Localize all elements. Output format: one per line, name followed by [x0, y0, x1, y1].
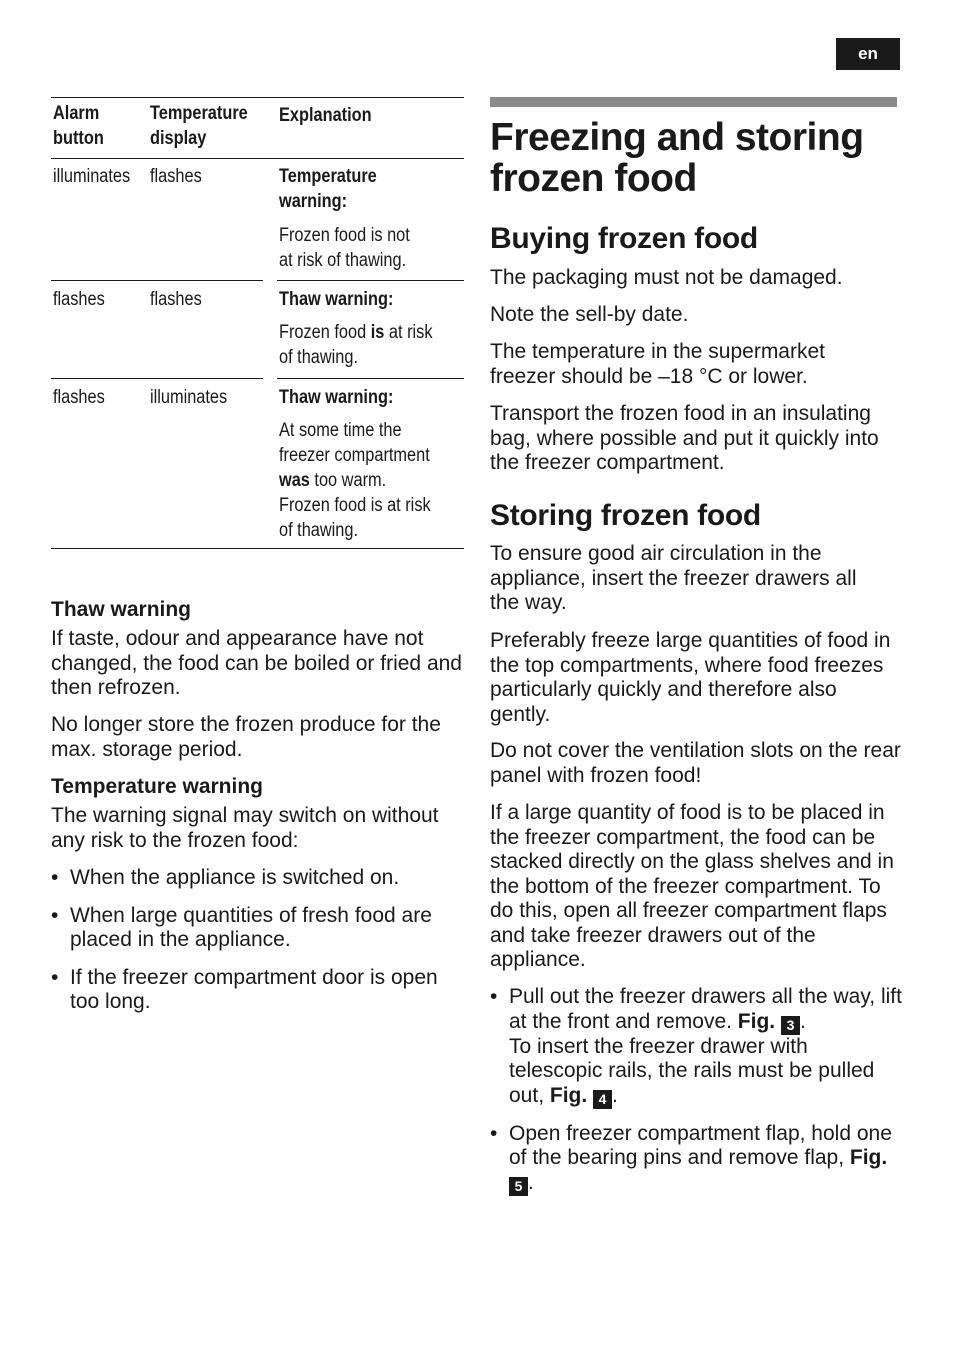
storing-text-1: To ensure good air circulation in the appliance, insert the freezer drawers all the way.	[490, 542, 857, 614]
temperature-warning-heading: Temperature warning	[51, 775, 263, 798]
language-badge: en	[836, 38, 900, 70]
header-alarm-button: Alarm button	[53, 103, 104, 149]
table-row-1-alarm: illuminates	[53, 166, 131, 187]
row-2-rule-right	[277, 378, 464, 379]
table-row-3-title: Thaw warning:	[279, 387, 394, 408]
thaw-warning-text-1: If taste, odour and appearance have not changed, the food can be boiled or fried and then refrozen.	[51, 627, 462, 699]
row-1-rule-right	[277, 280, 464, 281]
figure-4-marker: 4	[593, 1090, 612, 1109]
buying-text-3: The temperature in the supermarket freezer should be –18 °C or lower.	[490, 340, 825, 388]
temperature-warning-text: The warning signal may switch on without any risk to the frozen food:	[51, 804, 439, 852]
table-row-2-title: Thaw warning:	[279, 289, 394, 310]
buying-frozen-food-heading: Buying frozen food	[490, 222, 758, 255]
list-item: • If the freezer compartment door is open too long.	[51, 966, 465, 1015]
header-explanation: Explanation	[279, 105, 372, 126]
figure-5-marker: 5	[509, 1177, 528, 1196]
storing-text-3: Do not cover the ventilation slots on the rear panel with frozen food!	[490, 739, 901, 787]
storing-instructions-list	[490, 985, 904, 1209]
table-row-2-alarm: flashes	[53, 289, 105, 310]
header-temperature-display: Temperature display	[150, 103, 248, 149]
table-row-1-text: Frozen food is not at risk of thawing.	[279, 225, 410, 271]
storing-frozen-food-heading: Storing frozen food	[490, 499, 761, 532]
storing-text-4: If a large quantity of food is to be placed in the freezer compartment, the food can be stacked directly on the glass shelves and in the bottom of the freezer compartment. To do this, open all freezer compartment flaps and take freezer drawers out of the appliance.	[490, 801, 894, 971]
table-row-3-text: At some time the freezer compartment was too warm. Frozen food is at risk of thawing.	[279, 420, 431, 541]
list-item: • Open freezer compartment flap, hold one of the bearing pins and remove flap, Fig. 5 .	[490, 1122, 904, 1196]
temperature-warning-list	[51, 866, 465, 1028]
list-item: • When large quantities of fresh food are placed in the appliance.	[51, 904, 465, 953]
buying-text-2: Note the sell-by date.	[490, 303, 689, 326]
buying-text-4: Transport the frozen food in an insulating bag, where possible and put it quickly into the freezer compartment.	[490, 402, 879, 474]
row-1-rule-left	[51, 280, 263, 281]
table-top-rule	[51, 97, 464, 98]
table-row-1-title: Temperature warning:	[279, 166, 377, 212]
buying-text-1: The packaging must not be damaged.	[490, 266, 843, 289]
list-item: • When the appliance is switched on.	[51, 866, 465, 891]
table-bottom-rule	[51, 548, 464, 549]
table-row-3-alarm: flashes	[53, 387, 105, 408]
row-2-rule-left	[51, 378, 263, 379]
table-row-2-display: flashes	[150, 289, 202, 310]
table-row-2-text: Frozen food is at risk of thawing.	[279, 322, 433, 368]
thaw-warning-text-2: No longer store the frozen produce for the max. storage period.	[51, 713, 441, 761]
header-rule	[51, 158, 464, 159]
page-title: Freezing and storing frozen food	[490, 116, 864, 200]
list-item: • Pull out the freezer drawers all the way, lift at the front and remove. Fig. 3 . To insert the freezer drawer with telescopic rails, the rails must be pulled out, Fig. 4 .	[490, 985, 904, 1109]
table-row-3-display: illuminates	[150, 387, 228, 408]
section-top-bar	[490, 97, 897, 107]
table-row-1-display: flashes	[150, 166, 202, 187]
storing-text-2: Preferably freeze large quantities of food in the top compartments, where food freezes particularly quickly and therefore also gently.	[490, 629, 891, 726]
figure-3-marker: 3	[781, 1016, 800, 1035]
thaw-warning-heading: Thaw warning	[51, 598, 192, 621]
